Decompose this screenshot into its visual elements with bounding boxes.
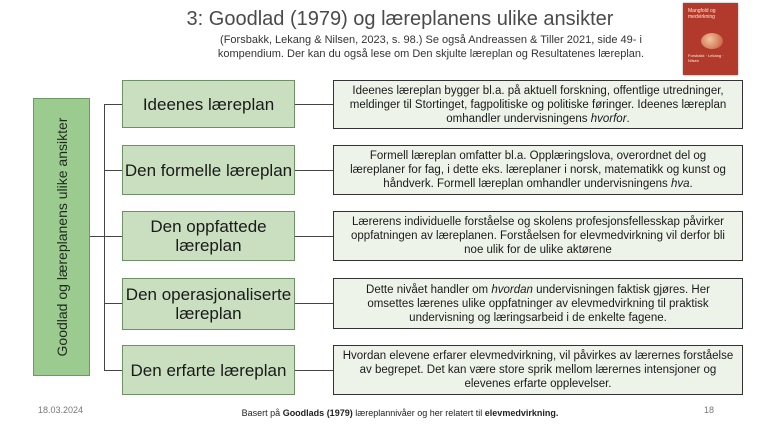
connector-right-4 xyxy=(295,303,333,304)
connector-branch-4 xyxy=(104,303,122,304)
level-title: Den operasjonaliserte læreplan xyxy=(125,285,292,323)
desc-text: Formell læreplan omfatter bl.a. Opplæringslova, overordnet del og læreplaner for fag, i dette eks. læreplaner i norsk, matematikk og kunst og håndverk. Formell læreplan omhandler undervisningens xyxy=(350,150,726,190)
vertical-label-box xyxy=(33,98,90,376)
slide-subtitle: (Forsbakk, Lekang & Nilsen, 2023, s. 98.) Se også Andreassen & Tiller 2021, side 49- i kompendium. Der kan du også lese om Den skjulte læreplan og Resultatenes læreplan. xyxy=(217,34,645,60)
book-cover-illustration xyxy=(701,33,723,49)
level-box-erfarte xyxy=(122,345,295,395)
slide-number: 18 xyxy=(704,405,715,415)
footer-bold-goodlad: Goodlads (1979) xyxy=(282,408,353,418)
connector-spine xyxy=(104,104,105,370)
desc-text-end: . xyxy=(689,178,693,190)
connector-branch-1 xyxy=(104,104,122,105)
desc-text: Dette nivået handler om xyxy=(366,283,492,296)
desc-emphasis: hvorfor xyxy=(590,112,627,125)
connector-right-1 xyxy=(295,104,333,105)
book-cover-image xyxy=(683,3,738,75)
level-title: Ideenes læreplan xyxy=(142,94,275,114)
book-title: Mangfold og medvirkning xyxy=(688,8,716,20)
desc-text: Ideenes læreplan bygger bl.a. på aktuell forskning, offentlige utredninger, meldinger til Stortinget, fagpolitiske og politiske føringer. Ideenes læreplan omhandler undervisningens xyxy=(349,84,727,125)
level-title: Den erfarte læreplan xyxy=(130,360,287,380)
level-description-ideenes xyxy=(333,80,743,129)
desc-text: Hvordan elevene erfarer elevmedvirkning, vil påvirkes av lærernes forståelse av begrepet. Det kan være store sprik mellom lærernes intensjoner og elevenes erfarte opplevelser. xyxy=(342,350,734,390)
connector-right-2 xyxy=(295,170,333,171)
level-title: Den oppfattede læreplan xyxy=(150,217,267,255)
level-description-erfarte xyxy=(333,345,743,395)
level-box-formelle xyxy=(122,145,295,195)
desc-text-end: . xyxy=(626,112,630,125)
desc-emphasis: hva xyxy=(670,178,690,190)
connector-main xyxy=(90,236,104,237)
desc-text-end: undervisningen faktisk gjøres. Her omsettes lærenes ulike oppfatninger av elevmedvirkning til praktisk undervisning og læringsarbeid i de enkelte fagene. xyxy=(367,283,710,324)
connector-right-5 xyxy=(295,370,333,371)
level-title: Den formelle læreplan xyxy=(124,160,293,180)
desc-emphasis: hvordan xyxy=(491,283,533,296)
slide-title: 3: Goodlad (1979) og læreplanens ulike ansikter xyxy=(186,8,614,30)
level-description-oppfattede xyxy=(333,211,743,261)
level-box-oppfattede xyxy=(122,211,295,261)
book-authors: Forsbakk · Lekang · Nilsen xyxy=(688,53,724,63)
level-description-formelle xyxy=(333,145,743,195)
footer-text-mid: læreplannivåer og her relatert til xyxy=(352,408,485,418)
slide-footer xyxy=(200,408,600,418)
slide-date: 18.03.2024 xyxy=(38,405,84,415)
footer-text: Basert på xyxy=(241,408,283,418)
connector-branch-2 xyxy=(104,170,122,171)
vertical-label: Goodlad og læreplanens ulike ansikter xyxy=(53,117,70,357)
level-box-operasjonaliserte xyxy=(122,278,295,330)
connector-branch-5 xyxy=(104,370,122,371)
connector-right-3 xyxy=(295,236,333,237)
level-description-operasjonaliserte xyxy=(333,278,743,329)
connector-branch-3 xyxy=(104,236,122,237)
footer-bold-elevmedvirkning: elevmedvirkning. xyxy=(484,408,559,418)
level-box-ideenes xyxy=(122,80,295,128)
desc-text: Lærerens individuelle forståelse og skolens profesjonsfellesskap påvirker oppfatningen av læreplanen. Forståelsen for elevmedvirkning vil derfor bli noe ulik for de ulike aktørene xyxy=(351,216,725,256)
